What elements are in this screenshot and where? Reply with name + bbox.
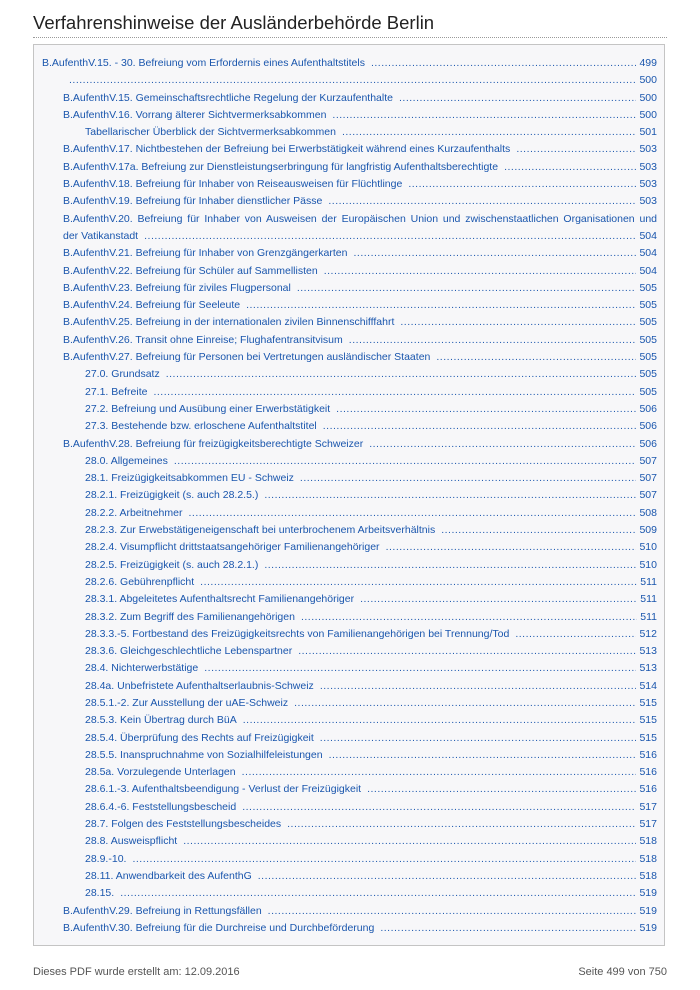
toc-page-number: 504 xyxy=(639,264,657,277)
toc-entry-title: B.AufenthV.17a. Befreiung zur Dienstleistungserbringung für langfristig Aufenthaltsberechtigte xyxy=(63,160,499,173)
toc-page-number: 518 xyxy=(639,835,657,848)
toc-entry-title: B.AufenthV.19. Befreiung für Inhaber dienstlicher Pässe xyxy=(63,195,323,208)
toc-page-number: 503 xyxy=(639,178,657,191)
dot-leader xyxy=(353,245,636,262)
dot-leader xyxy=(153,384,636,401)
dot-leader xyxy=(297,280,637,297)
dot-leader xyxy=(516,141,636,158)
toc-entry-title: 28.5.1.-2. Zur Ausstellung der uAE-Schweiz xyxy=(85,696,289,709)
dot-leader xyxy=(268,903,637,920)
toc-entry-title: B.AufenthV.18. Befreiung für Inhaber von Reiseausweisen für Flüchtlinge xyxy=(63,178,403,191)
toc-page-number: 516 xyxy=(639,783,657,796)
toc-page-number: 499 xyxy=(639,57,657,69)
dot-leader xyxy=(174,453,637,470)
toc-page-number: 508 xyxy=(639,506,657,519)
toc-page-number: 505 xyxy=(639,368,657,381)
toc-entry[interactable] xyxy=(34,868,664,885)
toc-page-number: 513 xyxy=(639,662,657,675)
toc-entry-title: B.AufenthV.17. Nichtbestehen der Befreiung bei Erwerbstätigkeit während eines Kurzaufenthalts xyxy=(63,143,511,156)
toc-page-number: 505 xyxy=(639,299,657,312)
toc-entry[interactable] xyxy=(34,280,664,297)
toc-entry-title: 28.9.-10. xyxy=(85,852,127,865)
dot-leader xyxy=(301,609,637,626)
dot-leader xyxy=(386,539,637,556)
toc-entry[interactable] xyxy=(34,833,664,850)
toc-page-number: 518 xyxy=(639,869,657,882)
toc-entry[interactable] xyxy=(34,349,664,366)
toc-entry-title: 28.5a. Vorzulegende Unterlagen xyxy=(85,766,236,779)
toc-entry[interactable] xyxy=(34,695,664,712)
toc-page-number: 507 xyxy=(639,472,657,485)
toc-entry[interactable] xyxy=(34,245,664,262)
dot-leader xyxy=(367,781,636,798)
toc-entry-title: B.AufenthV.25. Befreiung in der internationalen zivilen Binnenschifffahrt xyxy=(63,316,395,329)
page-title: Verfahrenshinweise der Ausländerbehörde Berlin xyxy=(33,12,435,33)
toc-page-number: 505 xyxy=(639,316,657,329)
toc-entry-title: B.AufenthV.27. Befreiung für Personen bei Vertretungen ausländischer Staaten xyxy=(63,351,431,364)
toc-entry-title: B.AufenthV.29. Befreiung in Rettungsfällen xyxy=(63,904,262,917)
toc-page-number: 505 xyxy=(639,351,657,364)
dot-leader xyxy=(400,314,636,331)
dot-leader xyxy=(441,522,636,539)
toc-entry[interactable] xyxy=(34,660,664,677)
dot-leader xyxy=(342,124,637,141)
dot-leader xyxy=(371,55,637,72)
toc-entry-title: B.AufenthV.15. Gemeinschaftsrechtliche Regelung der Kurzaufenthalte xyxy=(63,91,393,104)
toc-page-number: 510 xyxy=(639,558,657,571)
toc-entry[interactable] xyxy=(34,747,664,764)
toc-page-number: 507 xyxy=(639,454,657,467)
toc-page-number: 500 xyxy=(639,108,657,121)
toc-entry[interactable] xyxy=(34,366,664,383)
dot-leader xyxy=(323,418,637,435)
toc-entry-title: 28.3.1. Abgeleitetes Aufenthaltsrecht Familienangehöriger xyxy=(85,593,355,606)
toc-entry-title: 28.4a. Unbefristete Aufenthaltserlaubnis-Schweiz xyxy=(85,679,314,692)
toc-entry[interactable] xyxy=(34,712,664,729)
toc-entry-title: 27.3. Bestehende bzw. erloschene Aufenthaltstitel xyxy=(85,420,317,433)
footer-created-date: Dieses PDF wurde erstellt am: 12.09.2016 xyxy=(33,966,240,978)
dot-leader xyxy=(294,695,636,712)
toc-page-number: 505 xyxy=(639,333,657,346)
toc-entry-title: B.AufenthV.16. Vorrang älterer Sichtvermerksabkommen xyxy=(63,108,327,121)
toc-entry-title: B.AufenthV.30. Befreiung für die Durchreise und Durchbeförderung xyxy=(63,921,375,934)
toc-entry-title: 28.2.5. Freizügigkeit (s. auch 28.2.1.) xyxy=(85,558,259,571)
toc-entry-title: B.AufenthV.20. Befreiung für Inhaber von Ausweisen der Europäischen Union und zwischenstaatlichen Organisationen und xyxy=(63,212,657,225)
toc-entry-title: 28.8. Ausweispflicht xyxy=(85,835,178,848)
toc-page-number: 501 xyxy=(639,126,657,139)
toc-entry-title: B.AufenthV.24. Befreiung für Seeleute xyxy=(63,299,241,312)
toc-entry[interactable] xyxy=(34,332,664,349)
toc-entry[interactable] xyxy=(34,436,664,453)
toc-page-number: 519 xyxy=(639,887,657,900)
dot-leader xyxy=(258,868,637,885)
toc-page-number: 519 xyxy=(639,904,657,917)
toc-page-number: 515 xyxy=(639,696,657,709)
toc-page-number: 511 xyxy=(640,575,657,588)
toc-entry[interactable] xyxy=(34,885,664,902)
toc-entry-title: 28.0. Allgemeines xyxy=(85,454,168,467)
toc-entry[interactable] xyxy=(34,159,664,176)
toc-page-number: 506 xyxy=(639,420,657,433)
toc-entry[interactable] xyxy=(34,609,664,626)
toc-page-number: 507 xyxy=(639,489,657,502)
dot-leader xyxy=(243,712,637,729)
dot-leader xyxy=(264,487,636,504)
toc-entry-title-continued: der Vatikanstadt xyxy=(63,229,139,242)
toc-entry-title: 28.6.4.-6. Feststellungsbescheid xyxy=(85,800,237,813)
toc-entry[interactable] xyxy=(34,314,664,331)
toc-page-number: 512 xyxy=(639,627,657,640)
toc-page-number: 511 xyxy=(640,593,657,606)
toc-entry[interactable] xyxy=(34,211,664,246)
toc-page-number: 504 xyxy=(639,229,657,242)
dot-leader xyxy=(369,436,636,453)
dot-leader xyxy=(298,643,636,660)
toc-entry[interactable] xyxy=(34,193,664,210)
toc-entry[interactable] xyxy=(34,72,664,89)
dot-leader xyxy=(300,470,637,487)
dot-leader xyxy=(69,72,636,89)
toc-page-number: 516 xyxy=(639,748,657,761)
toc-entry-title: 28.7. Folgen des Feststellungsbescheides xyxy=(85,818,282,831)
title-divider xyxy=(33,37,667,38)
toc-entry-title: 27.0. Grundsatz xyxy=(85,368,160,381)
toc-page-number: 506 xyxy=(639,402,657,415)
toc-entry-title: 28.5.4. Überprüfung des Rechts auf Freizügigkeit xyxy=(85,731,314,744)
dot-leader xyxy=(166,366,637,383)
toc-entry-title: 27.1. Befreite xyxy=(85,385,148,398)
toc-page-number: 513 xyxy=(639,645,657,658)
toc-entry-title: B.AufenthV.26. Transit ohne Einreise; Flughafentransitvisum xyxy=(63,333,343,346)
toc-page-number: 505 xyxy=(639,385,657,398)
toc-page-number: 517 xyxy=(639,818,657,831)
toc-entry[interactable] xyxy=(34,453,664,470)
dot-leader xyxy=(332,107,636,124)
dot-leader xyxy=(320,678,637,695)
toc-entry[interactable] xyxy=(34,574,664,591)
dot-leader xyxy=(349,332,637,349)
toc-entry-title: 27.2. Befreiung und Ausübung einer Erwerbstätigkeit xyxy=(85,402,331,415)
toc-entry-title: 28.2.4. Visumpflicht drittstaatsangehöriger Familienangehöriger xyxy=(85,541,380,554)
dot-leader xyxy=(399,90,636,107)
dot-leader xyxy=(408,176,636,193)
dot-leader xyxy=(242,764,637,781)
toc-entry-title: B.AufenthV.21. Befreiung für Inhaber von Grenzgängerkarten xyxy=(63,247,348,260)
dot-leader xyxy=(200,574,637,591)
dot-leader xyxy=(188,505,636,522)
toc-page-number: 506 xyxy=(639,437,657,450)
toc-entry[interactable] xyxy=(34,487,664,504)
dot-leader xyxy=(360,591,637,608)
toc-entry[interactable] xyxy=(34,401,664,418)
dot-leader xyxy=(120,885,636,902)
toc-entry-title: B.AufenthV.22. Befreiung für Schüler auf Sammellisten xyxy=(63,264,318,277)
toc-page-number: 514 xyxy=(639,679,657,692)
footer-page-number: Seite 499 von 750 xyxy=(578,966,667,978)
toc-entry-title: B.AufenthV.15. - 30. Befreiung vom Erfordernis eines Aufenthaltstitels xyxy=(42,57,365,69)
toc-entry[interactable] xyxy=(34,505,664,522)
toc-entry-title: B.AufenthV.28. Befreiung für freizügigkeitsberechtigte Schweizer xyxy=(63,437,364,450)
dot-leader xyxy=(204,660,636,677)
toc-entry-title: B.AufenthV.23. Befreiung für ziviles Flugpersonal xyxy=(63,281,291,294)
toc-page-number: 519 xyxy=(639,921,657,934)
toc-entry[interactable] xyxy=(34,816,664,833)
dot-leader xyxy=(132,851,636,868)
toc-entry[interactable] xyxy=(34,124,664,141)
toc-page-number: 503 xyxy=(639,195,657,208)
dot-leader xyxy=(380,920,636,937)
toc-entry[interactable] xyxy=(34,263,664,280)
toc-entry[interactable] xyxy=(34,539,664,556)
toc-entry[interactable] xyxy=(34,851,664,868)
toc-page-number: 510 xyxy=(639,541,657,554)
dot-leader xyxy=(320,730,637,747)
toc-entry[interactable] xyxy=(34,781,664,798)
toc-page-number: 517 xyxy=(639,800,657,813)
toc-entry-title: 28.11. Anwendbarkeit des AufenthG xyxy=(85,869,252,882)
toc-entry-title: 28.3.2. Zum Begriff des Familienangehörigen xyxy=(85,610,295,623)
dot-leader xyxy=(515,626,636,643)
toc-entry-title: 28.1. Freizügigkeitsabkommen EU - Schweiz xyxy=(85,472,294,485)
dot-leader xyxy=(336,401,636,418)
toc-page-number: 515 xyxy=(639,731,657,744)
toc-entry-title: 28.2.3. Zur Erwebstätigeneigenschaft bei unterbrochenem Arbeitsverhältnis xyxy=(85,524,436,537)
toc-page-number: 500 xyxy=(639,74,657,87)
dot-leader xyxy=(504,159,636,176)
toc-entry[interactable] xyxy=(34,470,664,487)
toc-entry[interactable] xyxy=(34,557,664,574)
toc-entry[interactable] xyxy=(34,107,664,124)
toc-entry[interactable] xyxy=(34,522,664,539)
toc-page-number: 516 xyxy=(639,766,657,779)
toc-entry-title: 28.3.6. Gleichgeschlechtliche Lebenspartner xyxy=(85,645,293,658)
dot-leader xyxy=(324,263,637,280)
toc-entry-title: 28.3.3.-5. Fortbestand des Freizügigkeitsrechts von Familienangehörigen bei Trennung/Tod xyxy=(85,627,510,640)
table-of-contents xyxy=(33,44,665,946)
toc-entry-title: 28.5.3. Kein Übertrag durch BüA xyxy=(85,714,237,727)
toc-entry[interactable] xyxy=(34,297,664,314)
dot-leader xyxy=(242,799,636,816)
dot-leader xyxy=(264,557,636,574)
dot-leader xyxy=(287,816,636,833)
toc-entry[interactable] xyxy=(34,903,664,920)
toc-entry[interactable] xyxy=(34,90,664,107)
toc-entry[interactable] xyxy=(34,920,664,937)
toc-page-number: 511 xyxy=(640,610,657,623)
toc-page-number: 503 xyxy=(639,160,657,173)
dot-leader xyxy=(328,193,636,210)
dot-leader xyxy=(436,349,636,366)
toc-entry-title: 28.2.2. Arbeitnehmer xyxy=(85,506,183,519)
toc-entry[interactable] xyxy=(34,141,664,158)
toc-entry-title: 28.4. Nichterwerbstätige xyxy=(85,662,199,675)
toc-entry[interactable] xyxy=(34,764,664,781)
toc-entry-title: 28.2.1. Freizügigkeit (s. auch 28.2.5.) xyxy=(85,489,259,502)
toc-page-number: 505 xyxy=(639,281,657,294)
toc-page-number: 518 xyxy=(639,852,657,865)
toc-entry[interactable] xyxy=(34,626,664,643)
toc-page-number: 509 xyxy=(639,524,657,537)
toc-entry-title: 28.5.5. Inanspruchnahme von Sozialhilfeleistungen xyxy=(85,748,323,761)
dot-leader xyxy=(144,228,636,245)
dot-leader xyxy=(183,833,636,850)
toc-entry[interactable] xyxy=(34,799,664,816)
toc-entry[interactable] xyxy=(34,591,664,608)
dot-leader xyxy=(246,297,636,314)
toc-entry-title: Tabellarischer Überblick der Sichtvermerksabkommen xyxy=(85,126,336,139)
toc-entry[interactable] xyxy=(34,384,664,401)
toc-entry[interactable] xyxy=(34,176,664,193)
toc-entry-title: 28.2.6. Gebührenpflicht xyxy=(85,575,195,588)
toc-entry[interactable] xyxy=(34,678,664,695)
toc-entry[interactable] xyxy=(34,730,664,747)
toc-page-number: 504 xyxy=(639,247,657,260)
toc-entry[interactable] xyxy=(34,55,664,72)
toc-entry[interactable] xyxy=(34,643,664,660)
toc-page-number: 515 xyxy=(639,714,657,727)
toc-entry-title: 28.15. xyxy=(85,887,115,900)
toc-page-number: 500 xyxy=(639,91,657,104)
toc-page-number: 503 xyxy=(639,143,657,156)
dot-leader xyxy=(329,747,637,764)
toc-entry[interactable] xyxy=(34,418,664,435)
toc-entry-title: 28.6.1.-3. Aufenthaltsbeendigung - Verlust der Freizügigkeit xyxy=(85,783,362,796)
